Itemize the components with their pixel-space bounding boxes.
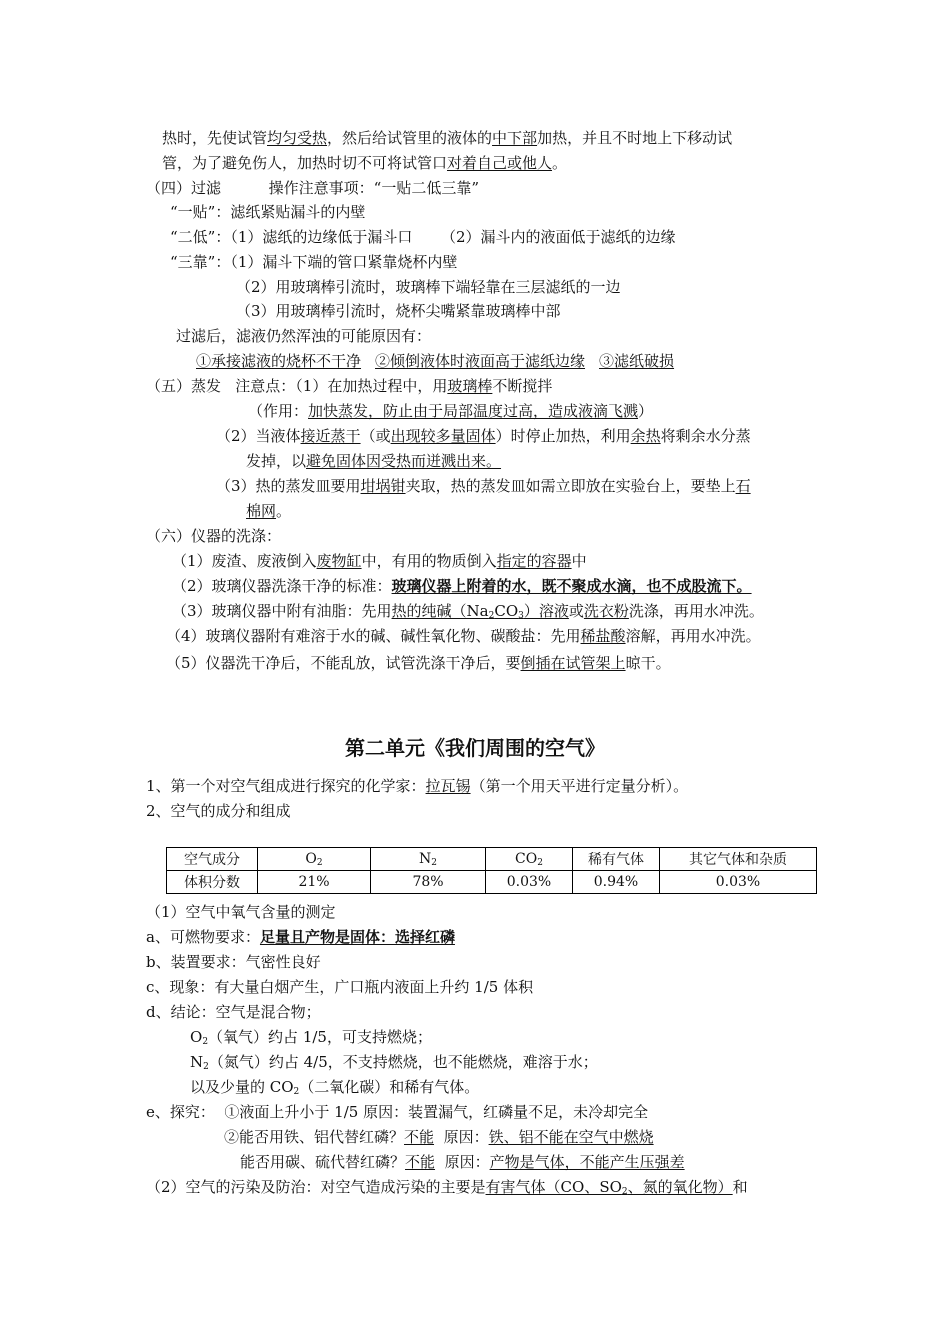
underlined-text: 产物是气体，不能产生压强差: [489, 1153, 685, 1171]
underlined-text: 不能: [405, 1153, 436, 1171]
underlined-text: 有害气体（CO、SO: [485, 1178, 622, 1196]
table-row: [167, 871, 817, 894]
text: （2）玻璃仪器洗涤干净的标准：: [172, 577, 392, 595]
text-line: [246, 450, 501, 472]
subscript: 2: [293, 1087, 300, 1097]
text: （2）空气的污染及防治：对空气造成污染的主要是: [146, 1178, 486, 1196]
table-header-cell: 空气成分: [167, 848, 258, 871]
text: 溶解，再用水冲洗。: [625, 627, 761, 645]
text: ）: [638, 402, 654, 420]
text-line: [146, 1176, 748, 1203]
text-line: 过滤后，滤液仍然浑浊的可能原因有：: [176, 327, 432, 345]
bold-underlined-text: 玻璃仪器上附着的水，既不聚成水滴，也不成股流下。: [391, 577, 752, 595]
underlined-text: 不能: [404, 1128, 435, 1146]
text: （或: [360, 427, 391, 445]
text: ）时停止加热，利用: [495, 427, 631, 445]
unit-title: 第二单元《我们周围的空气》: [345, 736, 605, 760]
text: CO: [515, 850, 538, 867]
text: （作用：: [248, 402, 309, 420]
text-line: （2）用玻璃棒引流时，玻璃棒下端轻靠在三层滤纸的一边: [236, 278, 621, 296]
table-cell: 0.94%: [573, 871, 660, 894]
text-line: [146, 926, 455, 948]
text: （二氧化碳）和稀有气体。: [299, 1078, 480, 1096]
text: 原因：: [434, 1128, 489, 1146]
text: ②能否用铁、铝代替红磷？: [224, 1128, 405, 1146]
table-row: [167, 848, 817, 871]
text: 管，为了避免伤人，加热时切不可将试管口: [162, 154, 448, 172]
table-cell: 78%: [371, 871, 486, 894]
text-line: [162, 152, 567, 174]
subscript: 2: [203, 1062, 209, 1072]
text: 加热，并且不时地上下移动试: [537, 129, 733, 147]
text: 中，有用的物质倒入: [361, 552, 497, 570]
text-line: b、装置要求：气密性良好: [146, 953, 321, 971]
text-line: “三靠”：（1）漏斗下端的管口紧靠烧杯内壁: [170, 253, 458, 271]
text: N: [419, 850, 432, 867]
text-line: [172, 550, 587, 572]
text: 中: [571, 552, 587, 570]
text: （第一个用天平进行定量分析）。: [470, 777, 689, 795]
air-composition-table: [166, 847, 817, 894]
text: （五）蒸发 注意点：（1）在加热过程中，用: [146, 377, 448, 395]
text: O: [305, 850, 317, 867]
text-line: [246, 500, 291, 522]
text-line: [190, 1076, 479, 1103]
text: 原因：: [435, 1153, 490, 1171]
text: 。: [276, 502, 292, 520]
text-line: “一贴”：滤纸紧贴漏斗的内壁: [170, 203, 366, 221]
text: 或: [568, 602, 584, 620]
text-line: “二低”：（1）滤纸的边缘低于漏斗口 （2）漏斗内的液面低于滤纸的边缘: [170, 228, 676, 246]
text-line: d、结论：空气是混合物；: [146, 1003, 321, 1021]
underlined-text: ）溶液: [523, 602, 569, 620]
underlined-text: 坩埚钳: [360, 477, 406, 495]
text: 夹取，热的蒸发皿如需立即放在实验台上，要垫上: [405, 477, 736, 495]
text-line: （1）空气中氧气含量的测定: [146, 903, 336, 921]
subscript: 2: [488, 611, 495, 621]
underlined-text: 石: [735, 477, 751, 495]
text-line: c、现象：有大量白烟产生，广口瓶内液面上升约 1/5 体积: [146, 978, 534, 996]
underlined-text: 均匀受热: [267, 129, 328, 147]
text-line: [172, 600, 764, 627]
text: （氧气）约占 1/5，可支持燃烧；: [208, 1028, 432, 1046]
underlined-text: 指定的容器: [496, 552, 572, 570]
text: 热时，先使试管: [162, 129, 268, 147]
text: 以及少量的 CO: [190, 1078, 294, 1096]
text-line: [166, 652, 671, 674]
underlined-text: 倒插在试管架上: [520, 654, 626, 672]
text-line: [224, 1126, 654, 1148]
underlined-text: 接近蒸干: [300, 427, 361, 445]
section-heading-washing: （六）仪器的洗涤：: [146, 527, 282, 545]
subscript: 3: [518, 611, 524, 621]
text: （5）仪器洗干净后，不能乱放，试管洗涤干净后，要: [166, 654, 521, 672]
text: 发掉，以: [246, 452, 307, 470]
text-line: [216, 475, 751, 497]
text: （4）玻璃仪器附有难溶于水的碱、碱性氧化物、碳酸盐：先用: [166, 627, 581, 645]
bold-underlined-text: 足量且产物是固体：选择红磷: [259, 928, 455, 946]
underlined-text: 棉网: [246, 502, 277, 520]
text-line: [166, 625, 761, 647]
underlined-text: 对着自己或他人: [447, 154, 553, 172]
underlined-text: CO: [494, 602, 519, 620]
text-line: [162, 127, 732, 149]
underlined-text: 拉瓦锡: [425, 777, 471, 795]
underlined-text: 出现较多量固体: [390, 427, 496, 445]
text-line: （3）用玻璃棒引流时，烧杯尖嘴紧靠玻璃棒中部: [236, 302, 561, 320]
subscript: 2: [621, 1187, 628, 1197]
table-cell: [486, 848, 573, 871]
text-line: [190, 1051, 598, 1078]
text-line: [172, 575, 752, 597]
text: O: [190, 1028, 203, 1046]
text: a、可燃物要求：: [146, 928, 260, 946]
text: 。: [552, 154, 568, 172]
table-header-cell: 体积分数: [167, 871, 258, 894]
text: 和: [732, 1178, 748, 1196]
text-line: [146, 775, 688, 797]
text: ，然后给试管里的液体的: [327, 129, 493, 147]
table-cell: 0.03%: [660, 871, 817, 894]
underlined-text: 、氮的氧化物）: [627, 1178, 733, 1196]
text: 能否用碳、硫代替红磷？: [240, 1153, 406, 1171]
table-cell: 稀有气体: [573, 848, 660, 871]
text: 将剩余水分蒸: [660, 427, 751, 445]
text-line: e、探究： ①液面上升小于 1/5 原因：装置漏气，红磷量不足，未冷却完全: [146, 1103, 649, 1121]
underlined-text: 洗衣粉: [583, 602, 629, 620]
underlined-text: 加快蒸发，防止由于局部温度过高，造成液滴飞溅: [308, 402, 639, 420]
text: （氮气）约占 4/5，不支持燃烧，也不能燃烧，难溶于水；: [208, 1053, 598, 1071]
text-line: [216, 425, 751, 447]
underlined-text: 避免固体因受热而迸溅出来。: [306, 452, 502, 470]
underlined-text: ①承接滤液的烧杯不干净: [196, 352, 362, 370]
table-cell: [258, 848, 371, 871]
underlined-text: 余热: [630, 427, 661, 445]
text-line: [248, 400, 653, 422]
underlined-text: 铁、铝不能在空气中燃烧: [488, 1128, 654, 1146]
underlined-text: 稀盐酸: [580, 627, 626, 645]
text-line: [240, 1151, 685, 1173]
underlined-text: 玻璃棒: [447, 377, 493, 395]
text: （3）热的蒸发皿要用: [216, 477, 361, 495]
text: 洗涤，再用水冲洗。: [628, 602, 764, 620]
underlined-text: 中下部: [492, 129, 538, 147]
subscript: 2: [431, 857, 437, 868]
subscript: 2: [537, 857, 543, 868]
underlined-text: ③滤纸破损: [599, 352, 675, 370]
text: 1、第一个对空气组成进行探究的化学家：: [146, 777, 426, 795]
text: 不断搅拌: [492, 377, 553, 395]
subscript: 2: [202, 1037, 209, 1047]
text: （3）玻璃仪器中附有油脂：先用: [172, 602, 392, 620]
section-heading-evaporation: [146, 375, 552, 397]
table-cell: 0.03%: [486, 871, 573, 894]
text: （1）废渣、废液倒入: [172, 552, 317, 570]
text-line: [190, 1026, 432, 1053]
underlined-text: 废物缸: [316, 552, 362, 570]
table-cell: 21%: [258, 871, 371, 894]
underlined-text: 热的纯碱（Na: [391, 602, 489, 620]
section-heading-filter: （四）过滤 操作注意事项：“一贴二低三靠”: [146, 179, 480, 197]
text-line: 2、空气的成分和组成: [146, 802, 291, 820]
text-line: [196, 350, 674, 372]
text: N: [190, 1053, 204, 1071]
table-cell: [371, 848, 486, 871]
underlined-text: ②倾倒液体时液面高于滤纸边缘: [375, 352, 586, 370]
table-cell: 其它气体和杂质: [660, 848, 817, 871]
text: （2）当液体: [216, 427, 301, 445]
subscript: 2: [316, 857, 323, 868]
text: 晾干。: [625, 654, 671, 672]
